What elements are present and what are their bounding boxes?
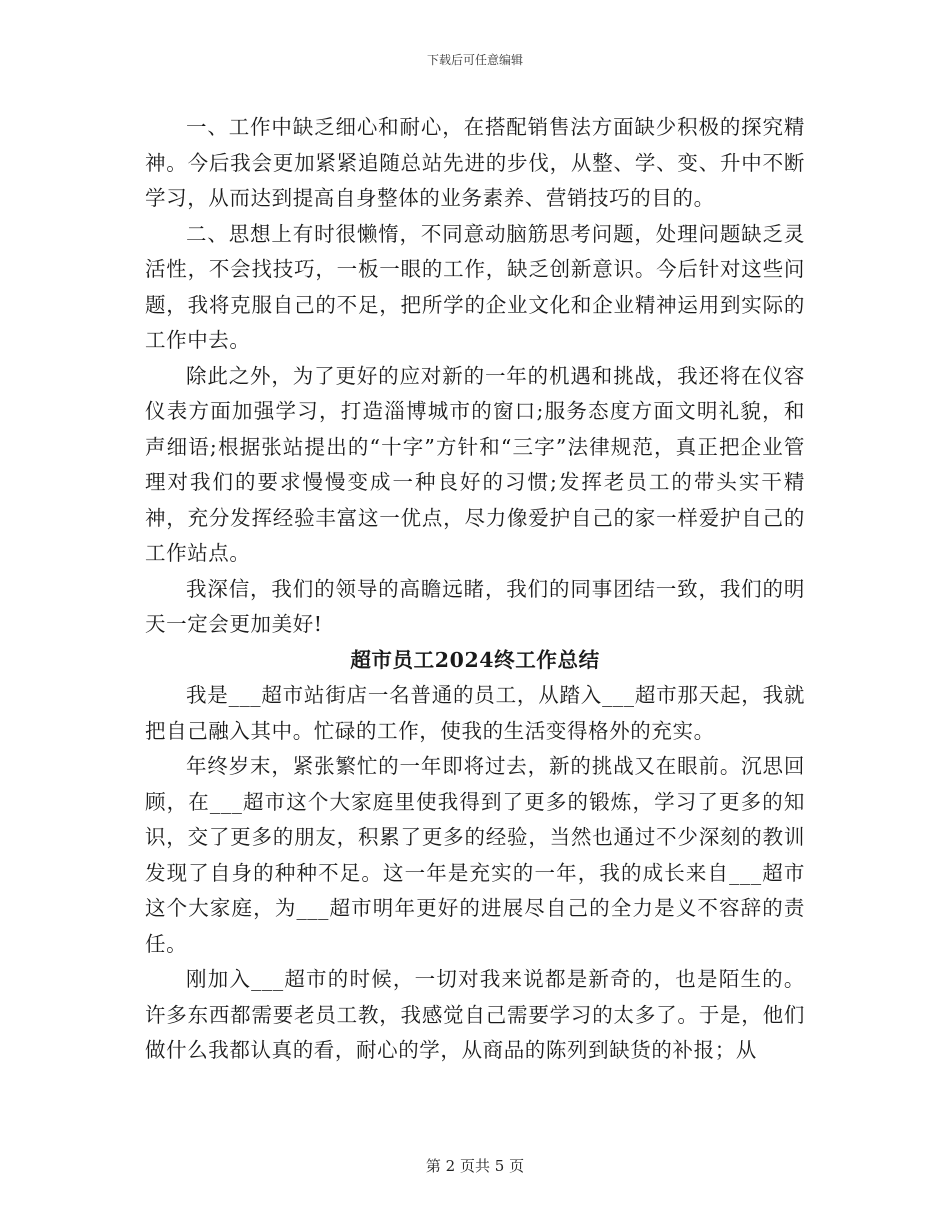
page-header: 下载后可任意编辑 (426, 53, 523, 67)
paragraph-5: 我是___超市站街店一名普通的员工，从踏入___超市那天起，我就把自己融入其中。忙碌的工作，使我的生活变得格外的充实。 (145, 683, 805, 743)
paragraph-6: 年终岁末，紧张繁忙的一年即将过去，新的挑战又在眼前。沉思回顾，在___超市这个大家庭里使我得到了更多的锻炼，学习了更多的知识，交了更多的朋友，积累了更多的经验，当然也通过不少深刻的教训发现了自身的种种不足。这一年是充实的一年，我的成长来自___超市这个大家庭，为___超市明年更好的进展尽自己的全力是义不容辞的责任。 (145, 754, 805, 956)
section-title: 超市员工2024终工作总结 (350, 647, 600, 672)
page-footer: 第 2 页共 5 页 (425, 1157, 525, 1175)
paragraph-4: 我深信，我们的领导的高瞻远睹，我们的同事团结一致，我们的明天一定会更加美好! (145, 576, 805, 636)
paragraph-1: 一、工作中缺乏细心和耐心，在搭配销售法方面缺少积极的探究精神。今后我会更加紧紧追随总站先进的步伐，从整、学、变、升中不断学习，从而达到提高自身整体的业务素养、营销技巧的目的。 (145, 115, 805, 210)
document-body (145, 110, 805, 1069)
paragraph-3: 除此之外，为了更好的应对新的一年的机遇和挑战，我还将在仪容仪表方面加强学习，打造淄博城市的窗口;服务态度方面文明礼貌，和声细语;根据张站提出的“十字”方针和“三字”法律规范，真正把企业管理对我们的要求慢慢变成一种良好的习惯;发挥老员工的带头实干精神，充分发挥经验丰富这一优点，尽力像爱护自己的家一样爱护自己的工作站点。 (145, 363, 805, 565)
paragraph-2: 二、思想上有时很懒惰，不同意动脑筋思考问题，处理问题缺乏灵活性，不会找技巧，一板一眼的工作，缺乏创新意识。今后针对这些问题，我将克服自己的不足，把所学的企业文化和企业精神运用到实际的工作中去。 (145, 221, 805, 352)
paragraph-7: 刚加入___超市的时候，一切对我来说都是新奇的，也是陌生的。许多东西都需要老员工教，我感觉自己需要学习的太多了。于是，他们做什么我都认真的看，耐心的学，从商品的陈列到缺货的补报；从 (145, 967, 805, 1062)
